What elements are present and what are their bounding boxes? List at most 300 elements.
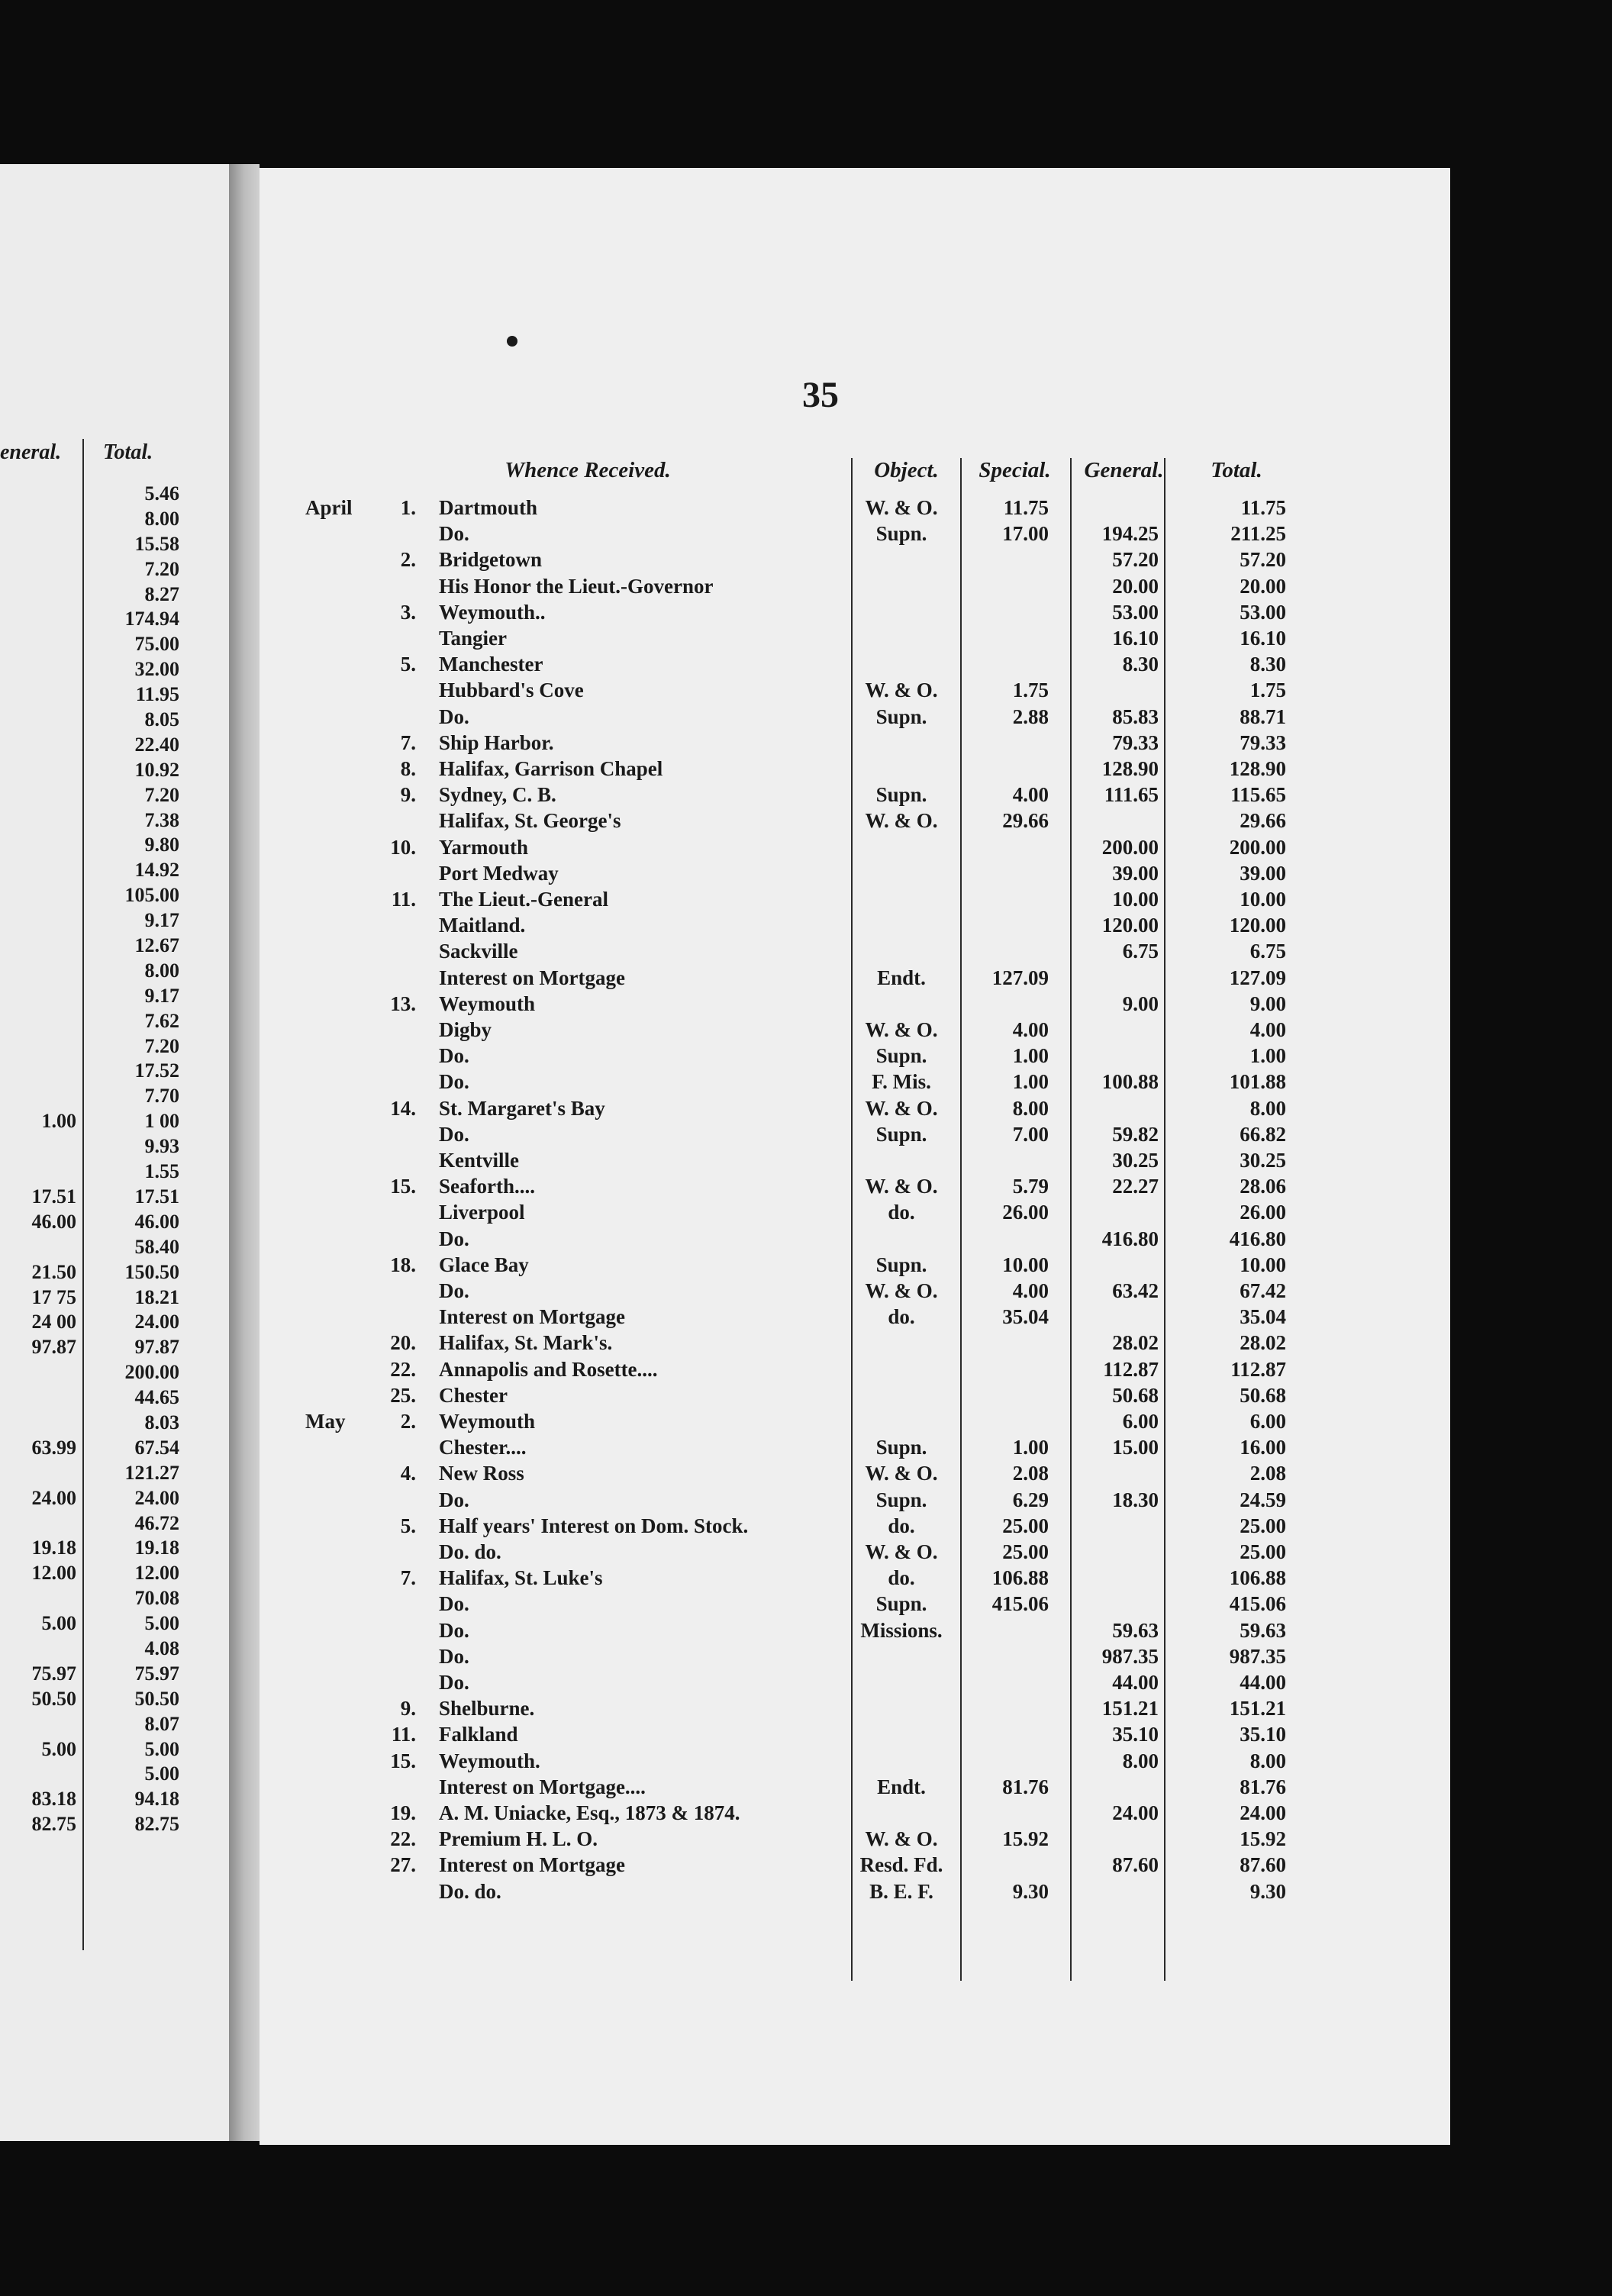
left-total-cell: 75.97 (134, 1662, 179, 1685)
day-cell: 9. (400, 783, 416, 807)
left-total-cell: 24.00 (134, 1486, 179, 1509)
total-cell: 28.06 (1240, 1175, 1286, 1198)
object-cell: do. (888, 1514, 915, 1537)
table-row (0, 599, 1450, 625)
general-cell: 85.83 (1112, 705, 1159, 728)
object-header: Object. (874, 458, 939, 482)
whence-cell: Ship Harbor. (439, 730, 554, 754)
table-row (0, 1252, 1450, 1278)
total-cell: 416.80 (1229, 1227, 1286, 1250)
whence-received-header: Whence Received. (505, 458, 671, 482)
day-cell: 14. (390, 1096, 416, 1120)
left-total-cell: 8.05 (144, 708, 179, 731)
object-cell: W. & O. (865, 679, 938, 702)
total-cell: 4.00 (1249, 1018, 1286, 1041)
total-cell: 127.09 (1229, 966, 1286, 989)
whence-cell: Halifax, Garrison Chapel (439, 757, 663, 780)
left-total-cell: 58.40 (134, 1235, 179, 1258)
day-cell: 13. (390, 992, 416, 1015)
object-cell: W. & O. (865, 1279, 938, 1302)
total-cell: 81.76 (1240, 1775, 1286, 1798)
left-general-header: eneral. (0, 440, 62, 464)
day-cell: 11. (391, 1723, 416, 1746)
total-cell: 24.59 (1240, 1488, 1286, 1511)
total-cell: 15.92 (1240, 1827, 1286, 1851)
object-cell: Supn. (875, 705, 927, 728)
special-cell: 106.88 (991, 1566, 1049, 1590)
special-cell: 4.00 (1012, 1018, 1049, 1041)
left-total-cell: 121.27 (124, 1461, 179, 1484)
table-row (0, 1226, 1450, 1252)
left-total-cell: 22.40 (134, 733, 179, 756)
left-general-cell: 46.00 (31, 1210, 76, 1233)
total-cell: 1.00 (1249, 1044, 1286, 1068)
left-total-cell: 19.18 (134, 1537, 179, 1559)
day-cell: 15. (390, 1749, 416, 1772)
object-cell: Supn. (875, 1592, 927, 1616)
object-cell: Supn. (875, 1253, 927, 1276)
table-row (0, 756, 1450, 782)
table-row (0, 1800, 1450, 1826)
left-total-cell: 14.92 (134, 859, 179, 882)
total-cell: 8.00 (1249, 1096, 1286, 1120)
table-row (0, 1669, 1450, 1695)
whence-cell: Interest on Mortgage (439, 1853, 625, 1877)
table-row (0, 1304, 1450, 1330)
whence-cell: Halifax, St. Luke's (439, 1566, 603, 1590)
total-cell: 35.04 (1240, 1305, 1286, 1329)
whence-cell: Sackville (439, 940, 518, 963)
left-total-cell: 32.00 (134, 658, 179, 681)
total-cell: 106.88 (1229, 1566, 1286, 1590)
whence-cell: Glace Bay (439, 1253, 529, 1276)
day-cell: 10. (390, 835, 416, 859)
whence-cell: His Honor the Lieut.-Governor (439, 574, 714, 598)
left-total-cell: 5.46 (144, 482, 179, 505)
general-cell: 9.00 (1122, 992, 1159, 1015)
total-cell: 6.75 (1249, 940, 1286, 963)
left-total-cell: 67.54 (134, 1436, 179, 1459)
whence-cell: Halifax, St. George's (439, 809, 621, 833)
day-cell: 4. (400, 1462, 416, 1485)
whence-cell: Shelburne. (439, 1697, 535, 1720)
whence-cell: Premium H. L. O. (439, 1827, 598, 1851)
special-cell: 29.66 (1002, 809, 1049, 833)
general-cell: 100.88 (1101, 1070, 1159, 1094)
whence-cell: Weymouth (439, 992, 536, 1015)
general-cell: 6.00 (1122, 1410, 1159, 1433)
left-general-cell: 63.99 (31, 1436, 76, 1459)
whence-cell: Seaforth.... (439, 1175, 535, 1198)
left-total-cell: 17.52 (134, 1059, 179, 1082)
left-general-cell: 5.00 (41, 1612, 76, 1635)
special-cell: 17.00 (1002, 522, 1049, 546)
general-cell: 10.00 (1112, 888, 1159, 911)
special-cell: 11.75 (1003, 496, 1049, 519)
whence-cell: New Ross (439, 1462, 524, 1485)
total-cell: 87.60 (1240, 1853, 1286, 1877)
total-cell: 79.33 (1240, 730, 1286, 754)
left-total-cell: 4.08 (144, 1637, 179, 1659)
object-cell: F. Mis. (872, 1070, 931, 1094)
left-total-cell: 8.07 (144, 1712, 179, 1735)
total-cell: 211.25 (1230, 522, 1286, 546)
total-cell: 1.75 (1249, 679, 1286, 702)
whence-cell: Hubbard's Cove (439, 679, 584, 702)
special-cell: 4.00 (1012, 1279, 1049, 1302)
left-total-cell: 11.95 (135, 683, 179, 706)
whence-cell: The Lieut.-General (439, 888, 608, 911)
day-cell: 19. (390, 1801, 416, 1824)
table-row (0, 1382, 1450, 1408)
total-cell: 30.25 (1240, 1149, 1286, 1172)
left-general-cell: 12.00 (31, 1562, 76, 1585)
whence-cell: Do. (439, 1592, 469, 1616)
special-cell: 8.00 (1012, 1096, 1049, 1120)
day-cell: 27. (390, 1853, 416, 1877)
left-general-cell: 75.97 (31, 1662, 76, 1685)
total-cell: 16.00 (1240, 1436, 1286, 1459)
general-cell: 987.35 (1101, 1644, 1159, 1668)
left-total-cell: 24.00 (134, 1311, 179, 1333)
table-row (0, 886, 1450, 912)
left-total-cell: 5.00 (144, 1612, 179, 1635)
left-general-cell: 17.51 (31, 1185, 76, 1208)
special-cell: 1.75 (1012, 679, 1049, 702)
total-cell: 57.20 (1240, 548, 1286, 572)
object-cell: Supn. (875, 1488, 927, 1511)
general-cell: 18.30 (1112, 1488, 1159, 1511)
month-cell: May (305, 1410, 346, 1433)
left-total-cell: 15.58 (134, 532, 179, 555)
object-cell: Endt. (877, 966, 926, 989)
object-cell: W. & O. (865, 1096, 938, 1120)
total-cell: 16.10 (1240, 627, 1286, 650)
whence-cell: Tangier (439, 627, 508, 650)
table-row (0, 1434, 1450, 1460)
whence-cell: Do. (439, 1070, 469, 1094)
table-row (0, 1539, 1450, 1565)
total-cell: 9.00 (1249, 992, 1286, 1015)
object-cell: do. (888, 1201, 915, 1224)
whence-cell: Annapolis and Rosette.... (439, 1357, 658, 1381)
left-total-cell: 70.08 (134, 1587, 179, 1610)
whence-cell: Do. do. (439, 1540, 501, 1563)
left-total-cell: 7.38 (144, 808, 179, 831)
table-row (0, 1278, 1450, 1304)
left-total-cell: 150.50 (124, 1260, 179, 1283)
day-cell: 11. (391, 888, 416, 911)
general-cell: 111.65 (1104, 783, 1159, 807)
left-total-cell: 105.00 (124, 884, 179, 907)
left-total-cell: 75.00 (134, 633, 179, 656)
total-cell: 200.00 (1229, 835, 1286, 859)
table-row (0, 495, 1450, 521)
left-general-cell: 1.00 (41, 1110, 76, 1133)
total-cell: 2.08 (1249, 1462, 1286, 1485)
table-row (0, 1460, 1450, 1486)
left-total-cell: 46.00 (134, 1210, 179, 1233)
total-cell: 53.00 (1240, 600, 1286, 624)
day-cell: 2. (400, 548, 416, 572)
special-cell: 4.00 (1012, 783, 1049, 807)
left-general-cell: 97.87 (31, 1336, 76, 1359)
left-general-cell: 24.00 (31, 1486, 76, 1509)
table-row (0, 1017, 1450, 1043)
left-total-cell: 1 00 (144, 1110, 179, 1133)
left-general-cell: 82.75 (31, 1813, 76, 1836)
month-cell: April (305, 496, 353, 519)
total-cell: 9.30 (1249, 1879, 1286, 1903)
special-cell: 2.88 (1012, 705, 1049, 728)
table-row (0, 1721, 1450, 1747)
left-total-cell: 174.94 (124, 608, 179, 630)
general-cell: 63.42 (1112, 1279, 1159, 1302)
general-cell: 50.68 (1112, 1383, 1159, 1407)
left-total-cell: 8.03 (144, 1411, 179, 1433)
whence-cell: Chester (439, 1383, 508, 1407)
day-cell: 7. (400, 1566, 416, 1590)
whence-cell: Half years' Interest on Dom. Stock. (439, 1514, 749, 1537)
total-cell: 10.00 (1240, 888, 1286, 911)
whence-cell: Weymouth.. (439, 600, 546, 624)
general-cell: 194.25 (1101, 522, 1159, 546)
left-total-cell: 9.80 (144, 834, 179, 856)
whence-cell: Do. (439, 1227, 469, 1250)
table-row (0, 704, 1450, 730)
ink-dot (507, 336, 517, 347)
table-row (0, 1408, 1450, 1434)
table-row (0, 1591, 1450, 1617)
table-row (0, 573, 1450, 599)
total-cell: 88.71 (1240, 705, 1286, 728)
object-cell: Supn. (875, 783, 927, 807)
whence-cell: Weymouth (439, 1410, 536, 1433)
special-cell: 127.09 (991, 966, 1049, 989)
whence-cell: Do. (439, 1044, 469, 1068)
whence-cell: Dartmouth (439, 496, 537, 519)
table-row (0, 1356, 1450, 1382)
left-total-cell: 5.00 (144, 1762, 179, 1785)
whence-cell: Yarmouth (439, 835, 529, 859)
object-cell: W. & O. (865, 809, 938, 833)
day-cell: 7. (400, 730, 416, 754)
left-total-cell: 7.62 (144, 1009, 179, 1032)
total-cell: 6.00 (1249, 1410, 1286, 1433)
left-total-cell: 97.87 (134, 1336, 179, 1359)
left-general-cell: 5.00 (41, 1737, 76, 1760)
object-cell: Endt. (877, 1775, 926, 1798)
whence-cell: Liverpool (439, 1201, 525, 1224)
left-total-cell: 50.50 (134, 1687, 179, 1710)
left-total-cell: 9.93 (144, 1135, 179, 1158)
day-cell: 22. (390, 1357, 416, 1381)
table-row (0, 782, 1450, 808)
left-general-cell: 24 00 (31, 1311, 76, 1333)
total-cell: 67.42 (1240, 1279, 1286, 1302)
general-cell: 57.20 (1112, 548, 1159, 572)
object-cell: Missions. (860, 1618, 943, 1642)
whence-cell: Do. do. (439, 1879, 501, 1903)
whence-cell: Interest on Mortgage (439, 966, 625, 989)
total-cell: 29.66 (1240, 809, 1286, 833)
object-cell: W. & O. (865, 1540, 938, 1563)
left-total-cell: 5.00 (144, 1737, 179, 1760)
table-row (0, 1565, 1450, 1591)
table-row (0, 965, 1450, 991)
left-total-cell: 10.92 (134, 758, 179, 781)
table-row (0, 1043, 1450, 1069)
left-total-cell: 1.55 (144, 1160, 179, 1183)
left-total-cell: 9.17 (144, 984, 179, 1007)
special-cell: 415.06 (991, 1592, 1049, 1616)
special-cell: 25.00 (1002, 1514, 1049, 1537)
table-row (0, 1774, 1450, 1800)
table-row (0, 1095, 1450, 1121)
table-row (0, 991, 1450, 1017)
total-cell: 151.21 (1229, 1697, 1286, 1720)
general-cell: 151.21 (1101, 1697, 1159, 1720)
whence-cell: A. M. Uniacke, Esq., 1873 & 1874. (439, 1801, 740, 1824)
general-cell: 120.00 (1101, 914, 1159, 937)
day-cell: 1. (400, 496, 416, 519)
general-cell: 79.33 (1112, 730, 1159, 754)
day-cell: 18. (390, 1253, 416, 1276)
page-number: 35 (802, 375, 839, 415)
total-cell: 120.00 (1229, 914, 1286, 937)
whence-cell: Do. (439, 1671, 469, 1694)
whence-cell: Bridgetown (439, 548, 542, 572)
left-total-cell: 8.00 (144, 959, 179, 982)
left-total-cell: 8.27 (144, 582, 179, 605)
whence-cell: Kentville (439, 1149, 519, 1172)
total-cell: 8.30 (1249, 653, 1286, 676)
object-cell: Resd. Fd. (859, 1853, 943, 1877)
whence-cell: Do. (439, 705, 469, 728)
whence-cell: Do. (439, 1618, 469, 1642)
special-cell: 81.76 (1002, 1775, 1049, 1798)
general-cell: 200.00 (1101, 835, 1159, 859)
left-total-cell: 44.65 (134, 1386, 179, 1409)
total-cell: 44.00 (1240, 1671, 1286, 1694)
table-row (0, 1330, 1450, 1356)
left-total-cell: 12.67 (134, 934, 179, 957)
day-cell: 20. (390, 1331, 416, 1355)
object-cell: B. E. F. (869, 1879, 933, 1903)
total-cell: 25.00 (1240, 1514, 1286, 1537)
table-row (0, 1487, 1450, 1513)
table-row (0, 1617, 1450, 1643)
whence-cell: Manchester (439, 653, 543, 676)
table-row (0, 938, 1450, 964)
table-row (0, 1121, 1450, 1147)
day-cell: 9. (400, 1697, 416, 1720)
general-cell: 59.63 (1112, 1618, 1159, 1642)
total-cell: 115.65 (1230, 783, 1286, 807)
general-cell: 44.00 (1112, 1671, 1159, 1694)
table-row (0, 860, 1450, 886)
total-cell: 101.88 (1229, 1070, 1286, 1094)
object-cell: do. (888, 1566, 915, 1590)
object-cell: W. & O. (865, 1175, 938, 1198)
table-row (0, 730, 1450, 756)
left-total-cell: 9.17 (144, 909, 179, 932)
total-cell: 28.02 (1240, 1331, 1286, 1355)
general-cell: 416.80 (1101, 1227, 1159, 1250)
general-cell: 112.87 (1103, 1357, 1159, 1381)
object-cell: W. & O. (865, 1462, 938, 1485)
table-row (0, 651, 1450, 677)
total-cell: 987.35 (1229, 1644, 1286, 1668)
total-cell: 26.00 (1240, 1201, 1286, 1224)
left-total-cell: 12.00 (134, 1562, 179, 1585)
whence-cell: Sydney, C. B. (439, 783, 556, 807)
whence-cell: Halifax, St. Mark's. (439, 1331, 613, 1355)
object-cell: Supn. (875, 1122, 927, 1146)
special-cell: 5.79 (1012, 1175, 1049, 1198)
total-cell: 35.10 (1240, 1723, 1286, 1746)
general-cell: 59.82 (1112, 1122, 1159, 1146)
whence-cell: Weymouth. (439, 1749, 540, 1772)
day-cell: 22. (390, 1827, 416, 1851)
object-cell: W. & O. (865, 1018, 938, 1041)
special-header: Special. (978, 458, 1051, 482)
whence-cell: Do. (439, 1122, 469, 1146)
left-total-cell: 7.70 (144, 1085, 179, 1108)
table-row (0, 1069, 1450, 1095)
special-cell: 25.00 (1002, 1540, 1049, 1563)
object-cell: Supn. (875, 522, 927, 546)
object-cell: W. & O. (865, 1827, 938, 1851)
general-cell: 15.00 (1112, 1436, 1159, 1459)
whence-cell: Do. (439, 1279, 469, 1302)
total-cell: 11.75 (1240, 496, 1286, 519)
total-cell: 25.00 (1240, 1540, 1286, 1563)
general-cell: 35.10 (1112, 1723, 1159, 1746)
table-row (0, 547, 1450, 572)
special-cell: 9.30 (1012, 1879, 1049, 1903)
day-cell: 5. (400, 653, 416, 676)
whence-cell: Interest on Mortgage.... (439, 1775, 646, 1798)
whence-cell: Port Medway (439, 861, 559, 885)
special-cell: 10.00 (1002, 1253, 1049, 1276)
general-cell: 28.02 (1112, 1331, 1159, 1355)
whence-cell: Digby (439, 1018, 492, 1041)
table-row (0, 1826, 1450, 1852)
general-cell: 24.00 (1112, 1801, 1159, 1824)
table-row (0, 1147, 1450, 1173)
table-row (0, 1878, 1450, 1904)
left-general-cell: 17 75 (31, 1285, 76, 1308)
general-cell: 20.00 (1112, 574, 1159, 598)
special-cell: 26.00 (1002, 1201, 1049, 1224)
total-cell: 10.00 (1240, 1253, 1286, 1276)
total-cell: 128.90 (1229, 757, 1286, 780)
total-cell: 66.82 (1240, 1122, 1286, 1146)
day-cell: 15. (390, 1175, 416, 1198)
total-cell: 112.87 (1230, 1357, 1286, 1381)
general-cell: 16.10 (1112, 627, 1159, 650)
general-header: General. (1084, 458, 1164, 482)
total-cell: 8.00 (1249, 1749, 1286, 1772)
object-cell: do. (888, 1305, 915, 1329)
left-total-cell: 200.00 (124, 1361, 179, 1384)
day-cell: 5. (400, 1514, 416, 1537)
table-row (0, 808, 1450, 834)
table-row (0, 677, 1450, 703)
table-row (0, 1173, 1450, 1199)
table-row (0, 1695, 1450, 1721)
